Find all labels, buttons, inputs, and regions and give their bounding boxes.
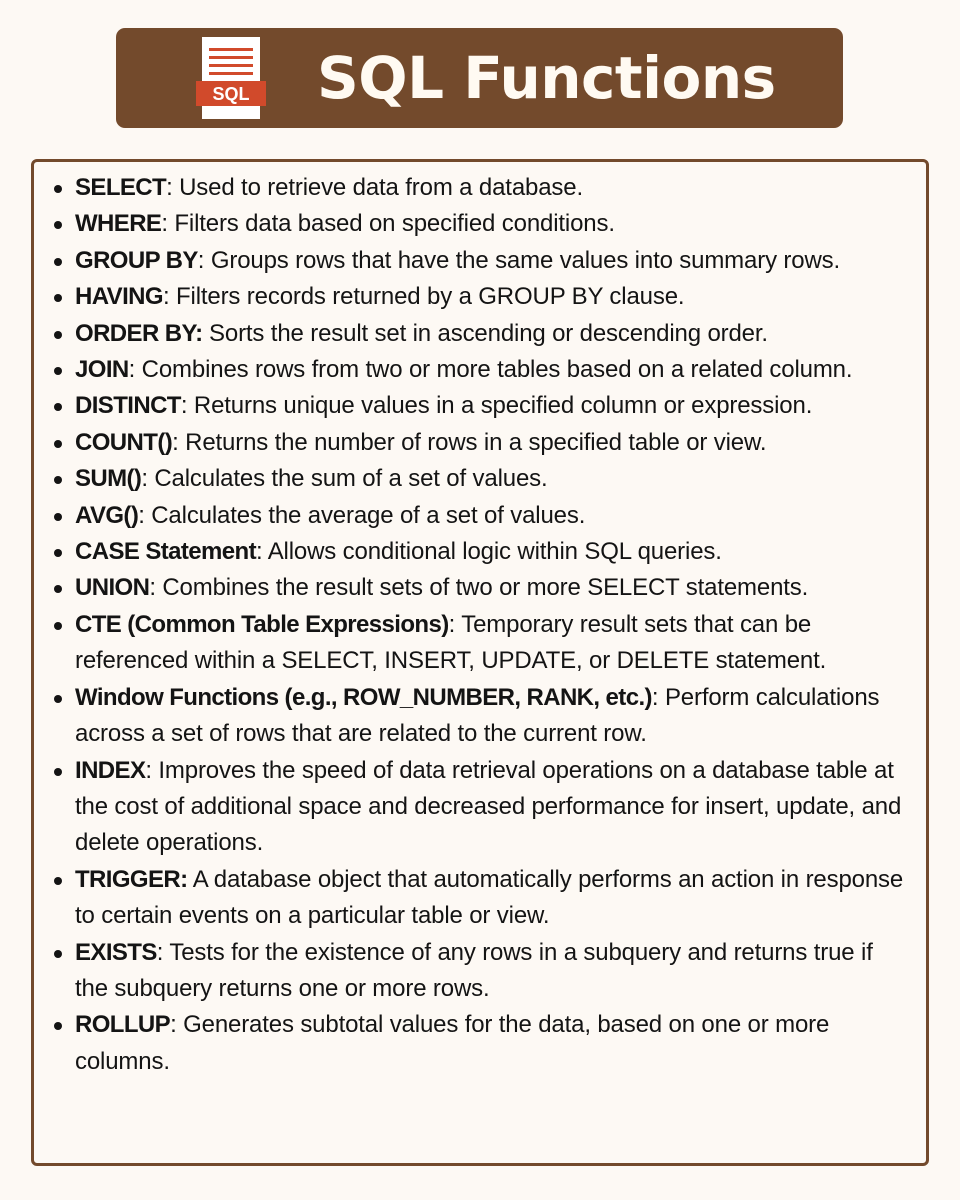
sql-file-icon — [196, 37, 266, 119]
bullet-icon — [54, 185, 62, 193]
bullet-icon — [54, 221, 62, 229]
function-description: : Temporary result sets that can be referenced within a SELECT, INSERT, UPDATE, or DELETE statement. — [75, 610, 827, 675]
function-item — [34, 607, 926, 680]
function-term: SUM() — [75, 465, 142, 493]
function-term: HAVING — [75, 283, 163, 311]
function-description: : Returns unique values in a specified column or expression. — [180, 392, 813, 420]
function-item — [34, 862, 926, 935]
function-description: : Returns the number of rows in a specified table or view. — [172, 428, 767, 456]
bullet-icon — [54, 622, 62, 630]
function-term: ORDER BY: — [75, 319, 203, 347]
function-description: : Used to retrieve data from a database. — [166, 174, 583, 201]
bullet-icon — [54, 258, 62, 266]
function-term: INDEX — [75, 756, 146, 784]
bullet-icon — [54, 476, 62, 484]
function-description: : Filters records returned by a GROUP BY clause. — [162, 283, 685, 311]
bullet-icon — [54, 585, 62, 593]
function-description: : Improves the speed of data retrieval operations on a database table at the cost of additional space and decreased performance for insert, update, and delete operations. — [75, 756, 902, 857]
function-term: WHERE — [75, 210, 162, 238]
function-item — [34, 279, 926, 315]
bullet-icon — [54, 403, 62, 411]
function-item — [34, 534, 926, 570]
bullet-icon — [54, 950, 62, 958]
function-description: : Perform calculations across a set of rows that are related to the current row. — [75, 683, 880, 748]
function-description: : Allows conditional logic within SQL queries. — [255, 538, 722, 566]
header-banner — [116, 28, 843, 128]
function-description: : Calculates the sum of a set of values. — [141, 465, 548, 493]
function-item — [34, 170, 926, 206]
function-item — [34, 243, 926, 279]
bullet-icon — [54, 877, 62, 885]
bullet-icon — [54, 695, 62, 703]
bullet-icon — [54, 294, 62, 302]
function-description: Sorts the result set in ascending or descending order. — [202, 319, 768, 347]
function-list — [34, 170, 926, 1080]
function-term: CASE Statement — [75, 538, 256, 566]
function-item — [34, 1007, 926, 1080]
function-description: A database object that automatically performs an action in response to certain events on a particular table or view. — [75, 865, 904, 930]
bullet-icon — [54, 331, 62, 339]
function-term: AVG() — [75, 501, 139, 529]
function-item — [34, 316, 926, 352]
function-description: : Combines rows from two or more tables based on a related column. — [128, 356, 853, 384]
bullet-icon — [54, 367, 62, 375]
function-item — [34, 461, 926, 497]
function-description: : Generates subtotal values for the data, based on one or more columns. — [75, 1011, 830, 1075]
bullet-icon — [54, 440, 62, 448]
sql-file-icon-label: SQL — [212, 84, 250, 104]
function-term: Window Functions (e.g., ROW_NUMBER, RANK, etc.) — [75, 683, 652, 711]
functions-panel — [31, 159, 929, 1166]
function-term: COUNT() — [75, 428, 173, 456]
function-term: GROUP BY — [75, 246, 198, 274]
function-item — [34, 425, 926, 461]
function-description: : Combines the result sets of two or more SELECT statements. — [149, 574, 809, 602]
function-item — [34, 498, 926, 534]
function-term: EXISTS — [75, 938, 157, 966]
function-description: : Tests for the existence of any rows in a subquery and returns true if the subquery returns one or more rows. — [75, 938, 873, 1002]
function-term: CTE (Common Table Expressions) — [75, 610, 449, 638]
function-item — [34, 570, 926, 606]
function-term: DISTINCT — [75, 392, 181, 420]
function-item — [34, 753, 926, 862]
bullet-icon — [54, 768, 62, 776]
page-title: SQL Functions — [317, 44, 776, 112]
function-description: : Calculates the average of a set of values. — [138, 501, 586, 529]
function-term: JOIN — [75, 356, 129, 384]
function-description: : Filters data based on specified conditions. — [161, 210, 615, 238]
function-item — [34, 680, 926, 753]
function-term: SELECT — [75, 174, 167, 201]
function-item — [34, 935, 926, 1008]
function-term: ROLLUP — [75, 1011, 171, 1039]
bullet-icon — [54, 513, 62, 521]
function-description: : Groups rows that have the same values into summary rows. — [197, 246, 841, 274]
function-item — [34, 388, 926, 424]
function-term: TRIGGER: — [75, 865, 188, 893]
function-item — [34, 352, 926, 388]
bullet-icon — [54, 549, 62, 557]
bullet-icon — [54, 1022, 62, 1030]
function-term: UNION — [75, 574, 150, 602]
function-item — [34, 206, 926, 242]
